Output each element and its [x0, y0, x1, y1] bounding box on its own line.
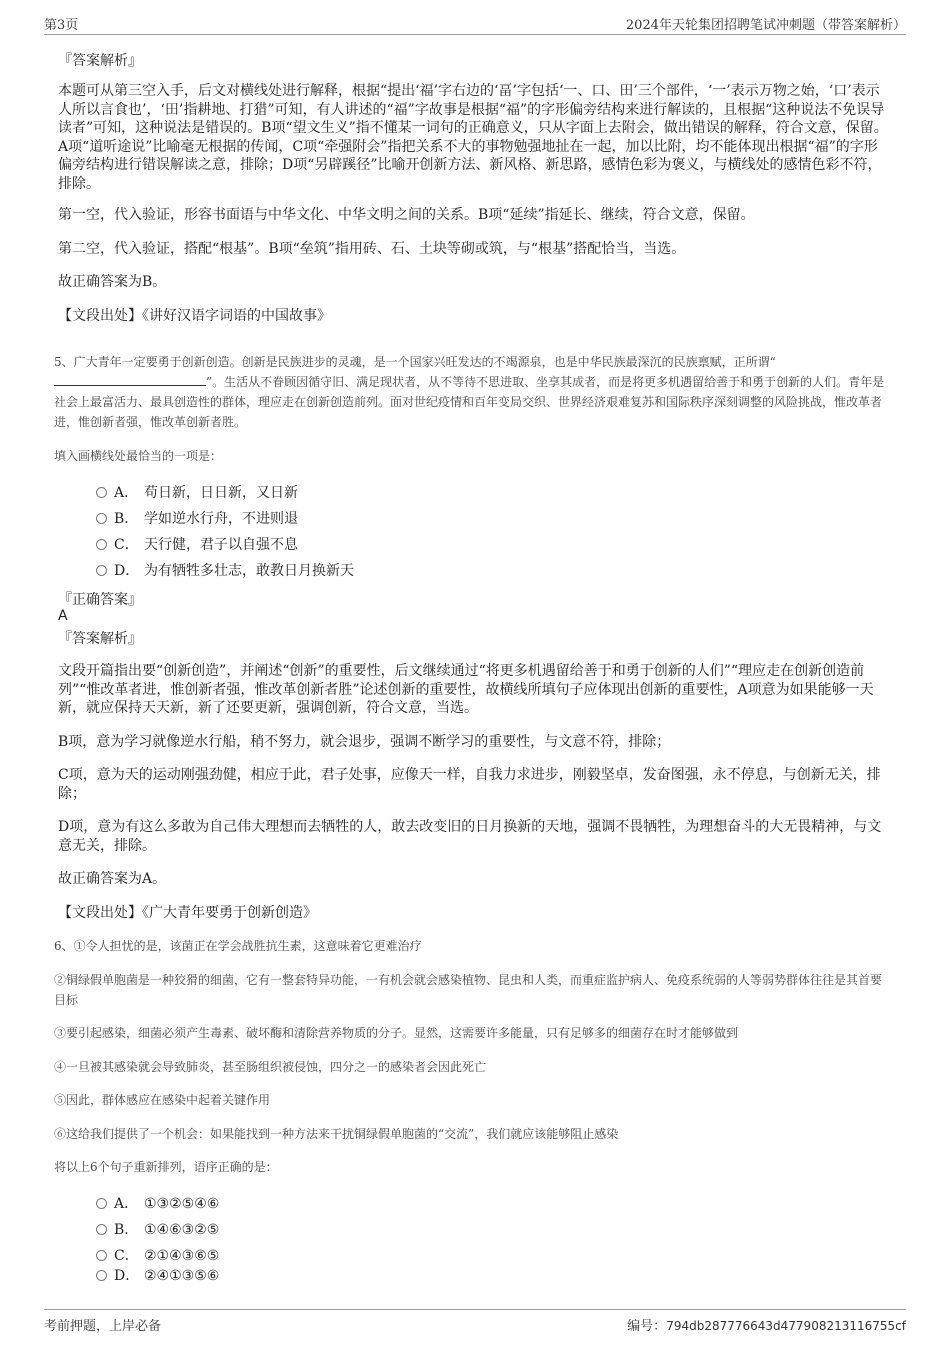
q5-answer: A	[58, 608, 68, 624]
q5-source: 【文段出处】《广大青年要勇于创新创造》	[58, 905, 317, 921]
footer-slogan: 考前押题，上岸必备	[44, 1319, 162, 1334]
radio-icon[interactable]	[96, 539, 107, 550]
q5-stem-part1: 5、广大青年一定要勇于创新创造。创新是民族进步的灵魂，是一个国家兴旺发达的不竭源泉，也是中华民族最深沉的民族禀赋，正所谓“	[54, 355, 776, 369]
q6-option-d[interactable]: D． ②④①③⑤⑥	[96, 1265, 219, 1285]
q5-stem-part2: ”。生活从不眷顾因循守旧、满足现状者，从不等待不思进取、坐享其成者，而是将更多机遇留给善于和勇于创新的人们。青年是社会上最富活力、最具创造性的群体，理应走在创新创造前列。面对世纪疫情和百年变局交织、世界经济艰难复苏和国际秩序深刻调整的风险挑战，惟改革者进，惟创新者强，惟改革创新者胜。	[54, 375, 885, 429]
q5-analysis-title: 『答案解析』	[58, 631, 142, 647]
q6-sentence-3: ③要引起感染，细菌必须产生毒素、破坏酶和清除营养物质的分子。显然，这需要许多能量，只有足够多的细菌存在时才能够做到	[54, 1026, 739, 1040]
q5-option-d[interactable]: D． 为有牺牲多壮志，敢教日月换新天	[96, 560, 354, 580]
q5-analysis-d: D项，意为有这么多敢为自己伟大理想而去牺牲的人，敢去改变旧的日月换新的天地，强调不畏牺牲，为理想奋斗的大无畏精神，与文意无关，排除。	[58, 819, 882, 854]
page-number: 第3页	[44, 18, 79, 33]
q5-prompt: 填入画横线处最恰当的一项是：	[54, 449, 223, 463]
page-footer	[44, 1309, 906, 1336]
q6-sentence-6: ⑥这给我们提供了一个机会：如果能找到一种方法来干扰铜绿假单胞菌的“交流”，我们就应该能够阻止感染	[54, 1127, 619, 1141]
q5-analysis-a: 文段开篇指出要“创新创造”，并阐述“创新”的重要性，后文继续通过“将更多机遇留给善于和勇于创新的人们”“理应走在创新创造前列”“惟改革者进，惟创新者强，惟改革创新者胜”论述创新的重要性，故横线所填句子应体现出创新的重要性，A项意为如果能够一天新，就应保持天天新，新了还要更新，强调创新，符合文意，当选。	[58, 663, 874, 716]
q6-prompt: 将以上6个句子重新排列，语序正确的是：	[54, 1160, 278, 1174]
q5-option-c[interactable]: C． 天行健，君子以自强不息	[96, 534, 298, 554]
q4-analysis-paragraph: 本题可从第三空入手，后文对横线处进行解释，根据“提出‘福’字右边的‘畐’字包括‘一、口、田’三个部件，‘一’表示万物之始，‘口’表示人所以言食也’，‘田’指耕地、打猎”可知，有人讲述的“福”字故事是根据“福”的字形偏旁结构来进行解读的，且根据“这种说法不免误导读者”可知，这种说法是错误的。B项“望文生义”指不懂某一词句的正确意义，只从字面上去附会，做出错误的解释，符合文意，保留。A项“道听途说”比喻毫无根据的传闻，C项“牵强附会”指把关系不大的事物勉强地扯在一起，加以比附，均不能体现出根据“福”的字形偏旁结构进行错误解读之意，排除；D项“另辟蹊径”比喻开创新方法、新风格、新思路，感情色彩为褒义，与横线处的感情色彩不符，排除。	[58, 83, 888, 192]
document-title: 2024年天轮集团招聘笔试冲刺题（带答案解析）	[625, 18, 906, 33]
radio-icon[interactable]	[96, 1224, 107, 1235]
radio-icon[interactable]	[96, 513, 107, 524]
q6-sentence-2: ②铜绿假单胞菌是一种狡猾的细菌，它有一整套特异功能，一有机会就会感染植物、昆虫和人类，而重症监护病人、免疫系统弱的人等弱势群体往往是其首要目标	[54, 973, 883, 1007]
radio-icon[interactable]	[96, 565, 107, 576]
q5-analysis-c: C项，意为天的运动刚强劲健，相应于此，君子处事，应像天一样，自我力求进步，刚毅坚卓，发奋图强，永不停息，与创新无关，排除；	[58, 767, 881, 802]
q6-option-a[interactable]: A． ①③②⑤④⑥	[96, 1193, 219, 1213]
q6-sentence-4: ④一旦被其感染就会导致肺炎，甚至肠组织被侵蚀，四分之一的感染者会因此死亡	[54, 1060, 487, 1074]
q5-stem	[54, 352, 892, 432]
q4-conclusion: 故正确答案为B。	[58, 274, 167, 290]
radio-icon[interactable]	[96, 1198, 107, 1209]
q6-sentence-5: ⑤因此，群体感应在感染中起着关键作用	[54, 1093, 271, 1107]
document-id-value: 794db287776643d477908213116755cf	[666, 1319, 906, 1333]
q5-option-b[interactable]: B． 学如逆水行舟，不进则退	[96, 508, 298, 528]
radio-icon[interactable]	[96, 487, 107, 498]
q4-analysis-title: 『答案解析』	[58, 53, 142, 69]
q4-second-blank-analysis: 第二空，代入验证，搭配“根基”。B项“垒筑”指用砖、石、土块等砌或筑，与“根基”搭配恰当，当选。	[58, 241, 686, 257]
q5-blank-line	[54, 372, 206, 386]
q5-analysis-b: B项，意为学习就像逆水行船，稍不努力，就会退步，强调不断学习的重要性，与文意不符，排除；	[58, 734, 671, 750]
q5-conclusion: 故正确答案为A。	[58, 871, 167, 887]
q5-option-a[interactable]: A． 苟日新，日日新，又日新	[96, 482, 298, 502]
page-header	[44, 12, 906, 35]
q4-source: 【文段出处】《讲好汉语字词语的中国故事》	[58, 308, 331, 324]
q4-first-blank-analysis: 第一空，代入验证，形容书面语与中华文化、中华文明之间的关系。B项“延续”指延长、继续，符合文意，保留。	[58, 207, 755, 223]
q6-sentence-1: 6、①令人担忧的是，该菌正在学会战胜抗生素，这意味着它更难治疗	[54, 939, 422, 953]
radio-icon[interactable]	[96, 1270, 107, 1281]
q6-option-b[interactable]: B． ①④⑥③②⑤	[96, 1219, 219, 1239]
radio-icon[interactable]	[96, 1250, 107, 1261]
document-id: 编号：794db287776643d477908213116755cf	[627, 1319, 906, 1334]
q5-answer-title: 『正确答案』	[58, 592, 142, 608]
q6-option-c[interactable]: C． ②①④③⑥⑤	[96, 1245, 219, 1265]
